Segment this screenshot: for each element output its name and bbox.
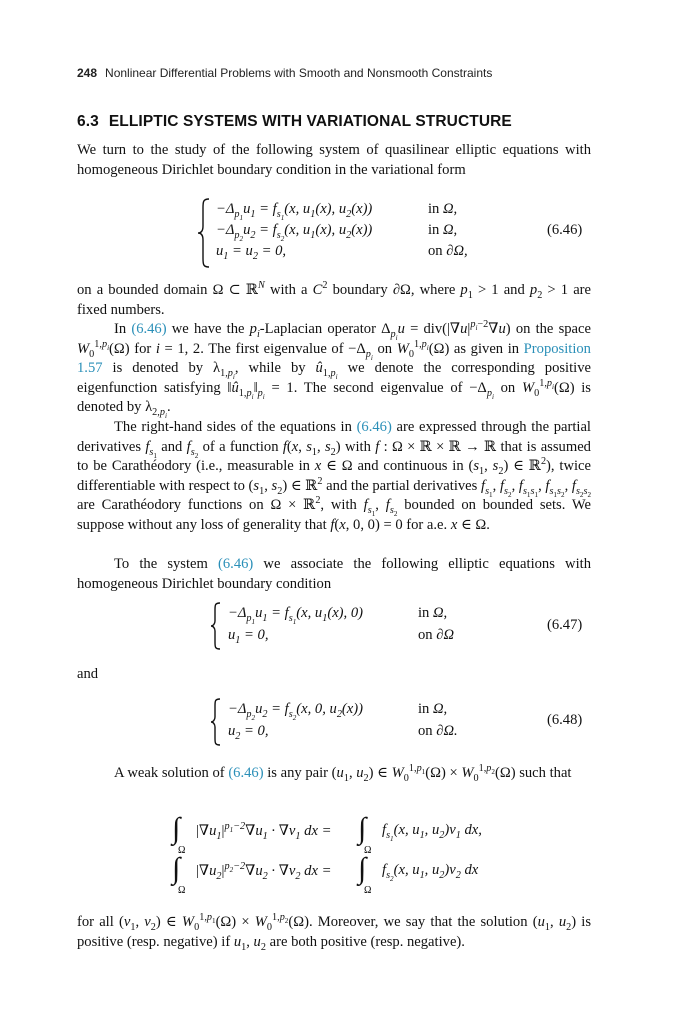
ref-eq-6-46-b[interactable]: (6.46)	[356, 419, 392, 435]
equation-number-6-48: (6.48)	[547, 712, 583, 728]
section-title: ELLIPTIC SYSTEMS WITH VARIATIONAL STRUCTURE	[108, 113, 512, 130]
integral-domain: Ω	[178, 845, 186, 856]
eq646-cond3: on ∂Ω,	[428, 243, 468, 259]
eq646-row1: $-\Delta_{p_1}u_1 = f_{s_1}(x$, $u_1(x)$, $u_2(x)$)	[216, 201, 373, 222]
ref-eq-6-46[interactable]: (6.46)	[131, 321, 167, 337]
paragraph-weak-solution: A weak solution of (6.46) is any pair ($u_1$, $u_2$) ∈ $W_0^{1,p_1}(\Omega) \times W_0^{1,p_2}(\Omega)$ such that	[114, 763, 572, 784]
eq648-cond1: in Ω,	[418, 701, 448, 717]
connector-and: and	[77, 666, 99, 682]
integral-icon: ∫	[172, 812, 181, 845]
left-brace-icon	[210, 698, 222, 746]
integral-domain: Ω	[178, 885, 186, 896]
paragraph-domain: on a bounded domain Ω ⊂ ℝ$^N$ with a $C^2$ boundary ∂Ω, where $p_1 > 1$ and $p_2 > 1$ are fixed numbers.	[77, 280, 592, 318]
eq648-row1: $-\Delta_{p_2}u_2 = f_{s_2}(x$, 0, $u_2(x)$)	[228, 701, 363, 722]
equation-number-6-46: (6.46)	[547, 222, 583, 238]
paragraph-intro: We turn to the study of the following system of quasilinear elliptic equations with homogeneous Dirichlet boundary condition in the variational form	[77, 142, 591, 178]
eq646-cond1: in Ω,	[428, 201, 458, 217]
ref-eq-6-46-d[interactable]: (6.46)	[228, 765, 264, 781]
eq646-cond2: in Ω,	[428, 222, 458, 238]
eq648-row2: $u_2 = 0$,	[228, 723, 269, 742]
eq647-row1: $-\Delta_{p_1}u_1 = f_{s_1}(x$, $u_1(x)$, 0)	[228, 605, 363, 626]
integral-domain: Ω	[364, 845, 372, 856]
integral-icon: ∫	[172, 852, 181, 885]
eq647-cond1: in Ω,	[418, 605, 448, 621]
paragraph-laplacian: In (6.46) we have the $p_i$-Laplacian operator $\Delta_{p_i}u = div(|\nabla u|^{p_i-2}\nabla u)$ on the space $W_0^{1,p_i}(\Omega)$ for i = 1, 2. The first eigenvalue of $-\Delta_{p_i}$ on $W_0^{1,p_i}(\Omega)$ as given in Proposition 1.57 is denoted by $\lambda_{1,p_i}$, while by $û_{1,p_i}$ we denote the corresponding positive eigenfunction satisfying $‖û_{1,p_i}‖_{p_i} = 1$. The second eigenvalue of $-\Delta_{p_i}$ on $W_0^{1,p_i}(\Omega)$ is denoted by $\lambda_{2,p_i}$.	[77, 319, 591, 421]
equation-number-6-47: (6.47)	[547, 617, 583, 633]
paragraph-for-all: for all ($v_1$, $v_2$) ∈ $W_0^{1,p_1}(\Omega) \times W_0^{1,p_2}(\Omega)$. Moreover, we say that the solution ($u_1$, $u_2$) is positive (resp. negative) if $u_1$, $u_2$ are both positive (resp. negative).	[77, 912, 592, 953]
weak-line2-lhs: $|\nabla u_2|^{p_2-2}\nabla u_2 \cdot \nabla v_2$ dx =	[196, 861, 332, 882]
left-brace-icon	[197, 198, 211, 268]
section-heading	[77, 113, 512, 131]
ref-proposition-1-57[interactable]: Proposition 1.57	[77, 340, 591, 377]
weak-line1-rhs: $f_{s_1}(x$, $u_1$, $u_2)v_1$ dx,	[382, 822, 482, 843]
eq646-row3: $u_1 = u_2 = 0$,	[216, 243, 287, 262]
eq648-cond2: on ∂Ω.	[418, 723, 458, 739]
weak-line2-rhs: $f_{s_2}(x$, $u_1$, $u_2)v_2$ dx	[382, 862, 479, 883]
page-number: 248	[77, 66, 98, 80]
paragraph-right-hand-sides: The right-hand sides of the equations in (6.46) are expressed through the partial derivatives $f_{s_1}$ and $f_{s_2}$ of a function f(x, $s_1$, $s_2$) with f : Ω × ℝ × ℝ → ℝ that is assumed to be Carathéodory (i.e., measurable in x ∈ Ω and continuous in ($s_1$, $s_2$) ∈ ℝ$^2$), twice differentiable with respect to ($s_1$, $s_2$) ∈ ℝ$^2$ and the partial derivatives $f_{s_1}$, $f_{s_2}$, $f_{s_1s_1}$, $f_{s_1s_2}$, $f_{s_2s_2}$ are Carathéodory functions on Ω × ℝ$^2$, with $f_{s_1}$, $f_{s_2}$ bounded on bounded sets. We suppose without any loss of generality that f(x, 0, 0) = 0 for a.e. x ∈ Ω.	[77, 419, 592, 533]
ref-eq-6-46-c[interactable]: (6.46)	[218, 556, 254, 572]
eq647-cond2: on ∂Ω	[418, 627, 455, 643]
weak-line1-lhs: $|\nabla u_1|^{p_1-2}\nabla u_1 \cdot \nabla v_1$ dx =	[196, 821, 332, 842]
integral-icon: ∫	[358, 852, 367, 885]
eq646-row2: $-\Delta_{p_2}u_2 = f_{s_2}(x$, $u_1(x)$, $u_2(x)$)	[216, 222, 373, 243]
left-brace-icon	[210, 602, 222, 650]
running-head	[77, 66, 492, 80]
eq647-row2: $u_1 = 0$,	[228, 627, 269, 646]
integral-icon: ∫	[358, 812, 367, 845]
paragraph-associated-equations: To the system (6.46) we associate the following elliptic equations with homogeneous Dirichlet boundary condition	[77, 556, 591, 592]
integral-domain: Ω	[364, 885, 372, 896]
section-number: 6.3	[77, 113, 99, 130]
book-title: Nonlinear Differential Problems with Smooth and Nonsmooth Constraints	[105, 66, 493, 80]
